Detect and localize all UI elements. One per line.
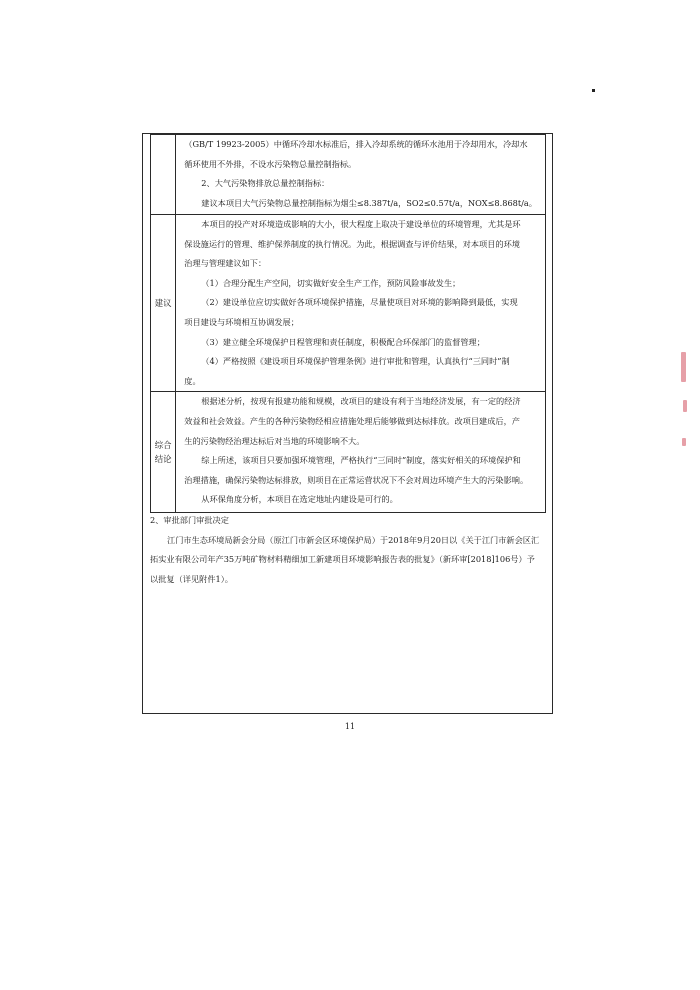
page-number: 11 <box>344 722 356 731</box>
conclusion-label <box>151 392 176 513</box>
text-line: 治理与管理建议如下： <box>184 258 267 269</box>
conclusion-cell <box>176 392 546 513</box>
approval-heading: 2、审批部门审批决定 <box>150 515 229 525</box>
evaluation-table <box>150 134 546 513</box>
table-row <box>151 135 546 215</box>
conclusion-label-line: 综合 <box>154 440 172 451</box>
suggestion-label: 建议 <box>151 215 176 392</box>
table-row <box>151 392 546 513</box>
text-line: 从环保角度分析，本项目在选定地址内建设是可行的。 <box>201 494 398 505</box>
text-line: （GB/T 19923-2005）中循环冷却水标准后，排入冷却系统的循环水池用于冷却用水，冷却水 <box>184 139 528 149</box>
approval-section <box>150 511 546 589</box>
stamp-fragment <box>683 400 687 412</box>
text-line: 循环使用不外排，不设水污染物总量控制指标。 <box>184 158 357 169</box>
text-line: 以批复（详见附件1）。 <box>150 573 233 584</box>
stamp-fragment <box>681 352 686 382</box>
text-line: 江门市生态环境局新会分局（原江门市新会区环境保护局）于2018年9月20日以《关于江门市新会区汇 <box>167 534 540 545</box>
text-line: 治理措施，确保污染物达标排放，则项目在正常运营状况下不会对周边环境产生大的污染影响。 <box>184 474 529 485</box>
text-line: 拓实业有限公司年产35万吨矿物材料精细加工新建项目环境影响报告表的批复》（新环审[2018]106号）予 <box>150 554 535 565</box>
stamp-fragment <box>682 438 686 446</box>
text-line: 本项目的投产对环境造成影响的大小，很大程度上取决于建设单位的环境管理，尤其是环 <box>201 219 521 229</box>
suggestion-cell <box>176 215 546 392</box>
continuation-cell <box>176 135 546 215</box>
text-line: 综上所述，该项目只要加强环境管理，严格执行“三同时”制度，落实好相关的环境保护和 <box>201 455 521 466</box>
text-line: 根据述分析，按现有报建功能和规模，改项目的建设有利于当地经济发展，有一定的经济 <box>201 396 521 407</box>
page-frame <box>142 133 553 714</box>
text-line: 保设施运行的管理、维护保养制度的执行情况。为此，根据调查与评价结果，对本项目的环境 <box>184 238 520 249</box>
text-line: 度。 <box>184 375 201 386</box>
text-line: 建议本项目大气污染物总量控制指标为烟尘≤8.387t/a，SO2≤0.57t/a，NOX≤8.868t/a。 <box>201 197 537 208</box>
text-line: （3）建立健全环境保护日程管理和责任制度，积极配合环保部门的监督管理； <box>201 336 485 347</box>
empty-label-cell <box>151 135 176 215</box>
text-line: 项目建设与环境相互协调发展； <box>184 316 299 327</box>
text-line: 效益和社会效益。产生的各种污染物经相应措施处理后能够做到达标排放。改项目建成后，产 <box>184 415 520 426</box>
text-line: （2）建设单位应切实做好各项环境保护措施，尽量使项目对环境的影响降到最低，实现 <box>201 297 518 308</box>
scan-mark <box>592 89 595 92</box>
text-line: 2、大气污染物排放总量控制指标： <box>201 178 330 189</box>
text-line: （4）严格按照《建设项目环境保护管理条例》进行审批和管理，认真执行“三同时”制 <box>201 356 510 367</box>
text-line: （1）合理分配生产空间，切实做好安全生产工作，预防风险事故发生； <box>201 277 461 288</box>
conclusion-label-line: 结论 <box>154 454 172 465</box>
text-line: 生的污染物经治理达标后对当地的环境影响不大。 <box>184 435 365 446</box>
table-row <box>151 215 546 392</box>
